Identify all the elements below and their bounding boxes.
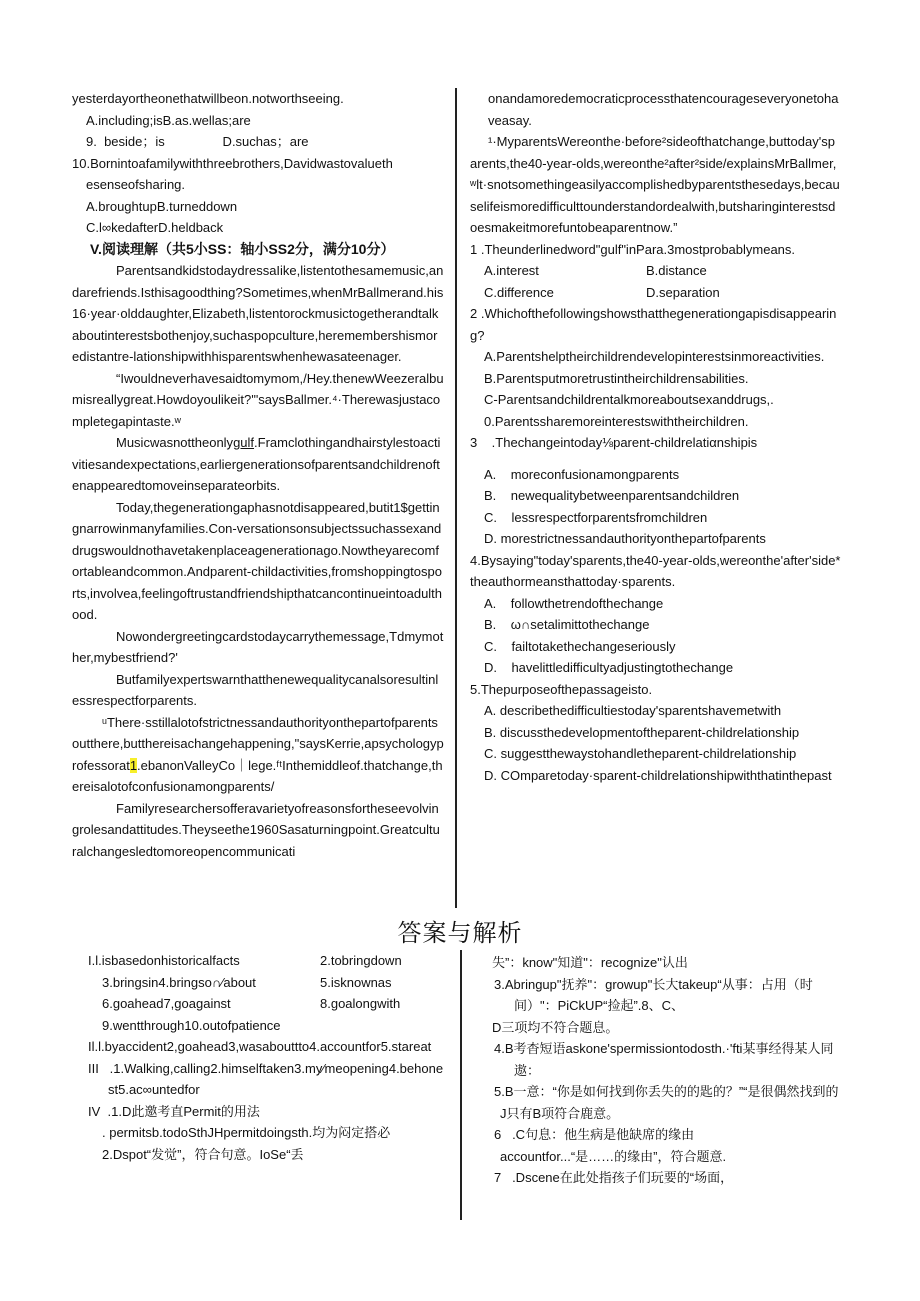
answer-row — [88, 950, 444, 972]
paragraph-text: .ebanonValleyCo｜lege.ᶠᵗInthemiddleof.thatchange,thereisalotofconfusionamongparents/ — [72, 757, 443, 794]
answer-text: 3.Abringup"抚养"：growup"长大takeup“从事：占用（时间）"：PiCkUP“捡起”.8、C、 — [494, 976, 813, 1013]
right-column-top — [470, 88, 842, 786]
answer-text: 8.goalongwith — [320, 996, 401, 1011]
left-column-top — [72, 88, 444, 862]
answer-section-3: III .1.Walking,calling2.himselftaken3.my⁄meopening4.behonest5.ac∞untedfor — [88, 1060, 444, 1097]
paragraph-text: .Framclothingandhairstylestoactivitiesandexpectations,earliergenerationsofparentsandchildrenoftenappearedtomoveinseparateorbits. — [72, 435, 441, 493]
question-5: 5.Thepurposeofthepassageisto. — [470, 681, 653, 697]
question-4: 4.Bysaying"today'sparents,the40-year-olds,wereonthe'after'side*theauthormeansthattoday·sparents. — [470, 552, 841, 589]
passage-paragraph-2: “Iwouldneverhavesaidtomymom,/Hey.thenewWeezeralbumisreallygreat.Howdoyoulikeit?'"saysBallmer.⁴·Therewasjustacompletegapintaste.ʷ — [72, 370, 444, 429]
answer-text: 6.goahead7,goagainst — [102, 996, 231, 1011]
answers-title: 答案与解析 — [397, 919, 523, 947]
question-10: 10.Bornintoafamilywiththreebrothers,Davidwastovalueth — [72, 155, 393, 171]
question-1-options-row — [470, 282, 842, 304]
option-c: C. suggestthewaystohandletheparent-childrelationship — [484, 746, 797, 761]
passage-paragraph-4: Today,thegenerationgaphasnotdisappeared,butit1$gettingnarrowinmanyfamilies.Con-versationsonsubjectssuchassexanddrugswouldnothavetakenplaceageneratioпago.Nowtheyarecomfortableandcommon.Andparent-childactivities,fromshoppingtosports,involvea,feelingoftrustandfriendshipthatcancontinueintoadulthood. — [72, 499, 443, 622]
column-divider — [460, 950, 462, 1220]
option-line: 9. beside；is D.suchas；are — [86, 134, 309, 149]
passage-continuation: onandamoredemocraticprocessthatencourageseveryonetohaveasay. — [488, 91, 839, 128]
passage-paragraph-6: Butfamilyexpertswarnthatthenewequalitycanalsoresultinlessrespectforparents. — [72, 671, 439, 708]
answer-row — [88, 993, 444, 1015]
answer-row — [88, 972, 444, 994]
spacer — [470, 454, 842, 464]
option-b: B.distance — [646, 263, 707, 278]
left-column-answers — [88, 950, 444, 1165]
text-line: yesterdayortheonethatwillbeon.notworthseeing. — [72, 91, 344, 106]
option-c: C. lessrespectforparentsfromchildren — [484, 509, 708, 525]
answer-text: . permitsb.todoSthJHpermitdoingsth.均为闷定搭必 — [102, 1125, 391, 1140]
passage-paragraph-7 — [72, 712, 444, 798]
answer-text: D三项均不符合题息。 — [492, 1019, 619, 1035]
question-10-cont: esenseofsharing. — [86, 177, 186, 192]
question-1: 1 .Theunderlinedword"gulf"inPara.3mostprobablymeans. — [470, 241, 796, 257]
option-b: B.Parentsputmoretrustintheirchildrensabilities. — [484, 370, 749, 386]
option-d: D. havelittledifficultyadjustingtothechange — [484, 660, 734, 675]
passage-paragraph-1: ParentsandkidstodaydressaIike,listentothesamemusic,andarefriends.Isthisagoodthing?Sometimes,whenMrBallmerand.his16·year·olddaughter,Elizabeth,listentorockmusictogetherandtalkaboutinterestsbothenjoy,suchaspopculture,heremembershismoredistantre-lationshipwithhisparentswhenhewasateenager. — [72, 263, 444, 364]
option-a: A. followthetrendofthechange — [484, 595, 664, 611]
paragraph-text: Musicwasnottheonly — [116, 435, 234, 450]
option-c: C-Parentsandchildrentalkmoreaboutsexanddrugs,. — [484, 392, 774, 407]
question-3: 3 .Thechangeintoday⅛parent-childrelatiαnshipis — [470, 435, 758, 450]
option-line: C.l∞kedafterD.heldback — [86, 220, 224, 235]
option-d: 0.Parentssharemoreinterestswiththeirchildren. — [484, 413, 749, 429]
passage-paragraph-5: Nowondergreetingcardstodaycarrythemessage,Tdmymother,mybestfriend?' — [72, 628, 444, 665]
right-column-answers — [470, 952, 842, 1189]
section-heading-reading: V.阅读理解（共5小SS：轴小SS2分，满分10分） — [90, 240, 395, 257]
answer-text: 5.B一意：“你是如何找到你丢失的的匙的？”“是很偶然找到的J只有B项符合鹿意。 — [494, 1084, 839, 1121]
option-d: D. COmparetoday·sparent-childrelationshipwiththatinthepast — [484, 767, 832, 783]
answer-text: 6 .C句息：他生病是他缺席的缘由 — [494, 1127, 695, 1142]
answer-section-2: Il.l.byaccident2,goahead3,wasabouttto4.accountfor5.stareat — [88, 1039, 432, 1054]
option-a: A.Parentshelptheirchildrendevelopinterestsinmoreactivities. — [484, 349, 825, 364]
answer-text: 2.Dspot“发觉”，符合句意。IoSe“丢 — [102, 1146, 304, 1162]
answer-text: 9.wentthrough10.outofpatience — [102, 1017, 281, 1033]
passage-paragraph-8: Familyresearchersofferavarietyofreasonsfortheseevolvingrolesandattitudes.Theyseethe1960Sasaturningpoint.Greatculturalchangesledtomoreopencommunicati — [72, 800, 440, 859]
answer-text: 3.bringsin4.bringso∩∕about — [102, 974, 256, 990]
answer-section-4: IV .1.D此邀考直Permit的用法 — [88, 1103, 260, 1119]
option-b: B. ω∩setalimittothechange — [484, 617, 650, 632]
answer-text: 5.isknownas — [320, 974, 392, 990]
column-divider — [455, 88, 457, 908]
option-b: B. newequalitybetweenparentsandchildren — [484, 488, 740, 503]
answer-text: accountfor...“是……的缘由”，符合题意. — [500, 1148, 727, 1164]
question-2: 2 .Whichofthefollowingshowsthatthegenerationgapisdisappearing? — [470, 306, 837, 343]
option-d: D.separation — [646, 284, 720, 300]
option-a: A.interest — [484, 263, 539, 278]
option-d: D. morestrictnessandauthorityonthepartofparents — [484, 531, 766, 546]
option-b: B. discussthedevelopmentoftheparent-childrelationship — [484, 724, 800, 740]
answer-text: I.l.isbasedonhistoricalfacts — [88, 953, 240, 968]
answer-text: 7 .Dscene在此处指孩子们玩要的“场面， — [494, 1170, 734, 1185]
answer-text: 2.tobringdown — [320, 953, 402, 968]
passage-paragraph-3 — [72, 432, 444, 497]
option-c: C. failtotakethechangeseriously — [484, 638, 676, 654]
answer-text: 失”：know"知道"：recognize"认出 — [492, 955, 688, 970]
option-c: C.difference — [484, 284, 554, 300]
highlighted-text: 1 — [129, 757, 138, 773]
option-line: A.broughtupB.turneddown — [86, 198, 238, 214]
option-line: A.including;isB.as.wellas;are — [86, 112, 251, 128]
paragraph-text: ᵘThere·sstillalotofstrictnessandauthorityonthepartofparentsoutthere,butthereisachangehappening,"saysKerrie,apsychologyprofessorat — [72, 714, 444, 773]
passage-paragraph-9: ¹·MyparentsWereonthe·before²sideofthatchange,buttoday'sparents,the40-year-olds,wereonthe²after²side/explainsMrBallmer,ʷlt·snotsomethingeasilyaccomplishedbyparentsthesedays,becauselifeismoredifficulttounderstandordealwith,butsharinginterestsdoesmakeitmorefuntobeaparentnow.” — [470, 134, 840, 235]
question-1-options-row — [470, 260, 842, 282]
option-a: A. moreconfusionamongparents — [484, 466, 680, 482]
underlined-word: gulf — [233, 435, 255, 450]
answer-text: 4.B考杳短语askone'spermissiontodosth.·'fti某事经得某人同遨： — [494, 1041, 834, 1078]
option-a: A. describethedifficultiestoday'sparentshavemetwith — [484, 703, 782, 718]
